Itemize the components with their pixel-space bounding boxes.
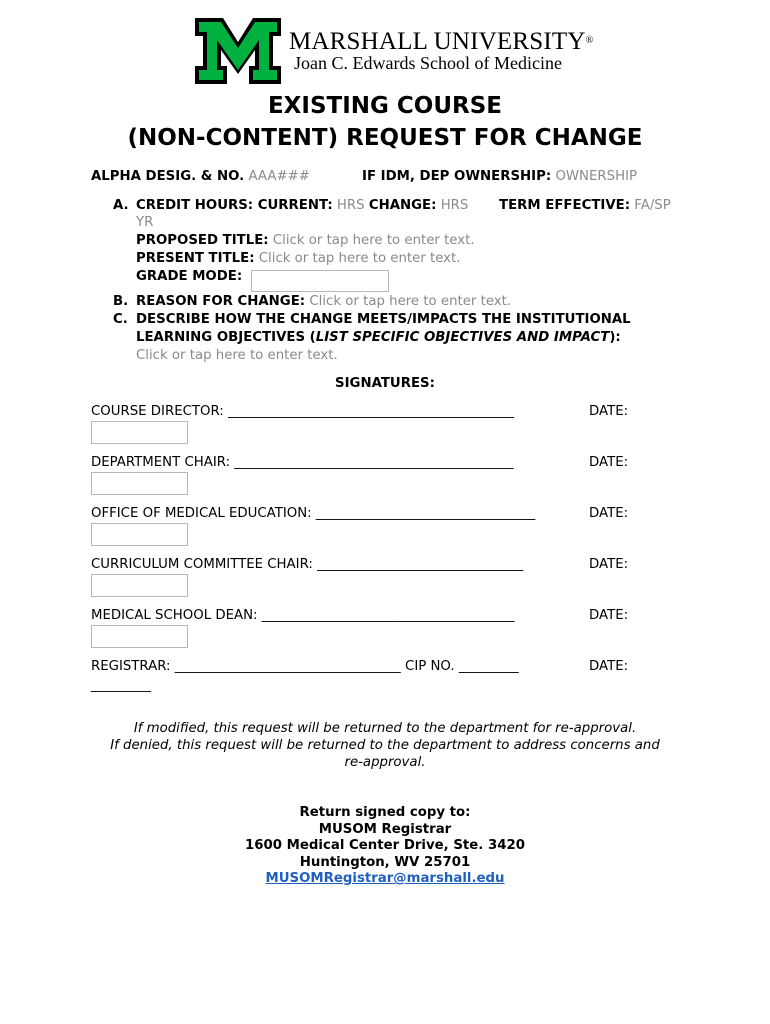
date-label: DATE: xyxy=(589,404,629,419)
return-city: Huntington, WV 25701 xyxy=(299,855,471,870)
note-denied-cont: re-approval. xyxy=(344,755,426,770)
medical-education-date-field[interactable] xyxy=(91,523,188,546)
describe-line2: LEARNING OBJECTIVES (LIST SPECIFIC OBJECTIVES AND IMPACT): xyxy=(136,330,621,345)
present-title-label: PRESENT TITLE: xyxy=(136,251,255,266)
present-title-row xyxy=(136,251,460,266)
describe-input[interactable]: Click or tap here to enter text. xyxy=(136,348,338,363)
return-office: MUSOM Registrar xyxy=(318,822,452,837)
grade-mode-row xyxy=(136,269,242,284)
return-street: 1600 Medical Center Drive, Ste. 3420 xyxy=(245,838,525,853)
proposed-title-row xyxy=(136,233,475,248)
course-director-date-field[interactable] xyxy=(91,421,188,444)
reason-label: REASON FOR CHANGE: xyxy=(136,294,306,309)
school-name: Joan C. Edwards School of Medicine xyxy=(294,53,562,73)
proposed-title-label: PROPOSED TITLE: xyxy=(136,233,269,248)
alpha-input[interactable]: AAA### xyxy=(248,169,310,184)
credit-current-input[interactable]: HRS xyxy=(336,198,365,213)
curriculum-chair-line: CURRICULUM COMMITTEE CHAIR: _______________________________ xyxy=(91,557,524,572)
form-title-line1: EXISTING COURSE xyxy=(267,93,503,119)
note-denied: If denied, this request will be returned to the department to address concerns and xyxy=(110,738,660,753)
term-input[interactable]: FA/SP xyxy=(634,198,671,213)
credit-label: CREDIT HOURS: CURRENT: xyxy=(136,198,333,213)
dean-date-field[interactable] xyxy=(91,625,188,648)
date-label: DATE: xyxy=(589,455,629,470)
registrar-line: REGISTRAR: __________________________________ CIP NO. _________ xyxy=(91,659,519,674)
course-director-line: COURSE DIRECTOR: ___________________________________________ xyxy=(91,404,514,419)
date-label: DATE: xyxy=(589,557,629,572)
medical-education-line: OFFICE OF MEDICAL EDUCATION: _________________________________ xyxy=(91,506,536,521)
section-c-marker: C. xyxy=(113,312,128,327)
department-chair-date-field[interactable] xyxy=(91,472,188,495)
university-name: MARSHALL UNIVERSITY® xyxy=(289,28,594,55)
section-a-marker: A. xyxy=(113,198,129,213)
form-title-line2: (NON-CONTENT) REQUEST FOR CHANGE xyxy=(127,125,643,151)
describe-line1: DESCRIBE HOW THE CHANGE MEETS/IMPACTS THE INSTITUTIONAL xyxy=(136,312,631,327)
registrar-email-link[interactable]: MUSOMRegistrar@marshall.edu xyxy=(265,871,505,886)
registrar-date-line: _________ xyxy=(91,678,151,693)
date-label: DATE: xyxy=(589,659,629,674)
term-label: TERM EFFECTIVE: xyxy=(499,198,631,213)
change-label: CHANGE: xyxy=(368,198,437,213)
note-modified: If modified, this request will be returned to the department for re-approval. xyxy=(133,721,637,736)
change-input[interactable]: HRS xyxy=(440,198,469,213)
department-chair-line: DEPARTMENT CHAIR: __________________________________________ xyxy=(91,455,514,470)
grade-mode-label: GRADE MODE: xyxy=(136,269,243,284)
section-b-marker: B. xyxy=(113,294,129,309)
grade-mode-select[interactable] xyxy=(251,270,389,292)
idm-label: IF IDM, DEP OWNERSHIP: xyxy=(362,169,552,184)
present-title-input[interactable]: Click or tap here to enter text. xyxy=(258,251,461,266)
marshall-m-logo-icon xyxy=(193,16,283,86)
credit-row xyxy=(136,198,468,213)
date-label: DATE: xyxy=(589,608,629,623)
reason-row xyxy=(136,294,511,309)
term-row xyxy=(499,198,671,213)
curriculum-chair-date-field[interactable] xyxy=(91,574,188,597)
dean-line: MEDICAL SCHOOL DEAN: ______________________________________ xyxy=(91,608,515,623)
term-input-cont[interactable]: YR xyxy=(136,215,154,230)
reason-input[interactable]: Click or tap here to enter text. xyxy=(309,294,512,309)
alpha-label: ALPHA DESIG. & NO. xyxy=(91,169,245,184)
proposed-title-input[interactable]: Click or tap here to enter text. xyxy=(272,233,475,248)
return-email-wrap xyxy=(0,871,770,886)
signatures-heading: SIGNATURES: xyxy=(335,376,435,391)
alpha-row xyxy=(91,169,310,184)
idm-row xyxy=(362,169,637,184)
return-heading: Return signed copy to: xyxy=(299,805,471,820)
idm-input[interactable]: OWNERSHIP xyxy=(555,169,638,184)
date-label: DATE: xyxy=(589,506,629,521)
